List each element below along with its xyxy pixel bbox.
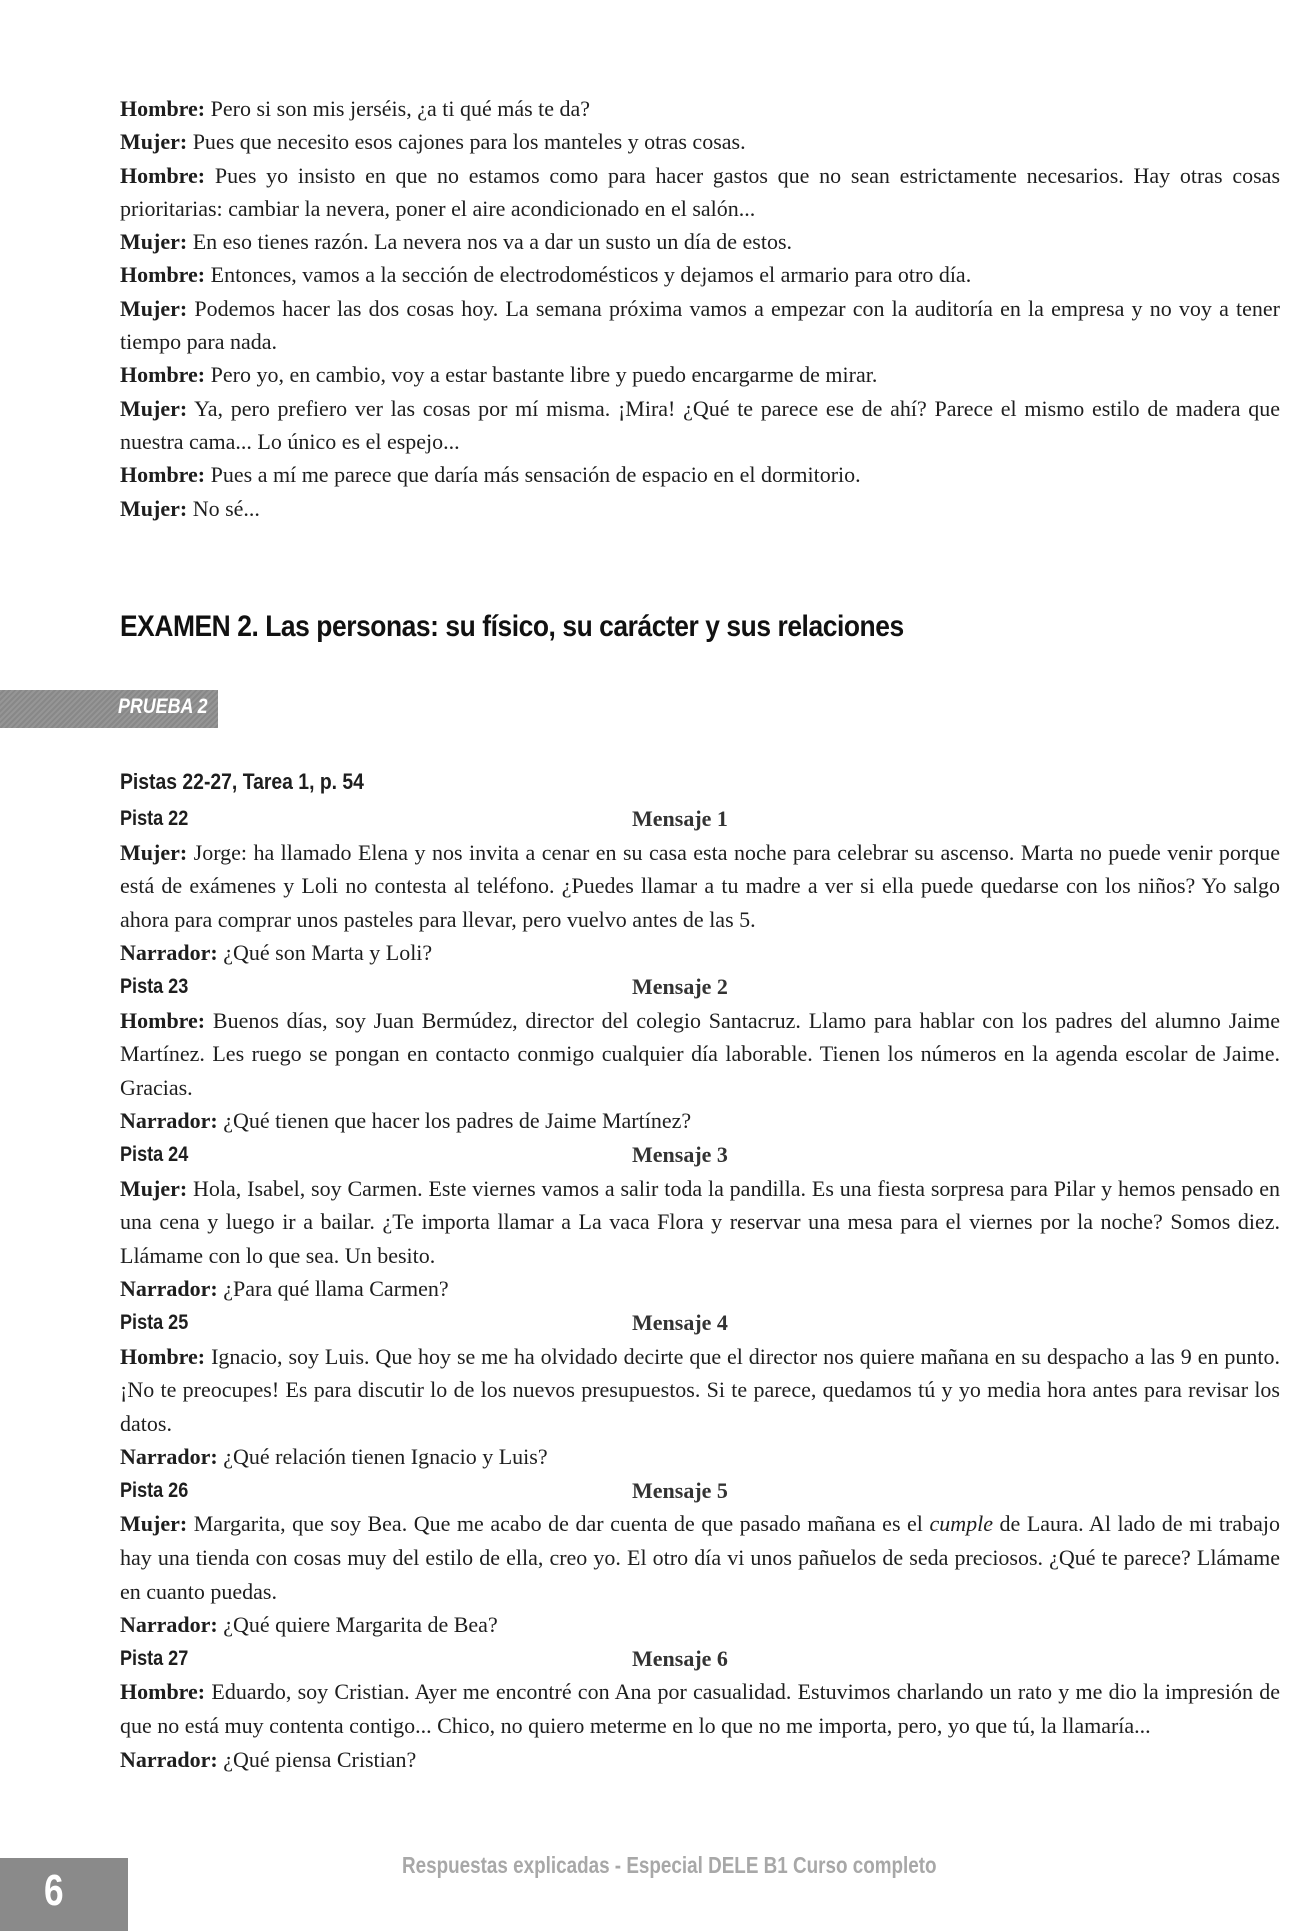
message-body: Hola, Isabel, soy Carmen. Este viernes vamos a salir toda la pandilla. Es una fiesta sorpresa para Pilar y hemos pensado en una cena y luego ir a bailar. ¿Te importa llamar a La vaca Flora y reservar una mesa para el viernes por la noche? Somos diez. Llámame con lo que sea. Un besito. bbox=[120, 1175, 1281, 1268]
page-number-box bbox=[0, 1858, 128, 1931]
dialogue-line bbox=[120, 125, 1280, 158]
dialogue-line bbox=[120, 258, 1280, 291]
track-block bbox=[120, 1138, 1280, 1306]
dialogue-text: Entonces, vamos a la sección de electrodomésticos y dejamos el armario para otro día. bbox=[210, 262, 972, 288]
mensaje-label: Mensaje 5 bbox=[632, 1477, 728, 1503]
message-body-italic: cumple bbox=[929, 1511, 993, 1537]
dialogue-block bbox=[120, 92, 1280, 525]
speaker-label: Mujer: bbox=[120, 229, 188, 255]
question-text: ¿Qué son Marta y Loli? bbox=[223, 940, 433, 966]
speaker-label: Hombre: bbox=[120, 162, 206, 188]
pistas-heading: Pistas 22-27, Tarea 1, p. 54 bbox=[120, 769, 364, 794]
narrator-question bbox=[120, 936, 1280, 970]
dialogue-line bbox=[120, 292, 1280, 359]
speaker-label: Mujer: bbox=[120, 839, 188, 865]
message-body-end: de Laura. Al lado de mi trabajo hay una tienda con cosas muy del estilo de ella, creo yo. El otro día vi unos pañuelos de seda preciosos. ¿Qué te parece? Llámame en cuanto puedas. bbox=[120, 1511, 1281, 1604]
message-text bbox=[120, 1340, 1280, 1441]
mensaje-label: Mensaje 3 bbox=[632, 1141, 728, 1167]
narrator-question bbox=[120, 1272, 1280, 1306]
pista-label: Pista 23 bbox=[120, 974, 189, 998]
dialogue-text: No sé... bbox=[192, 495, 260, 521]
track-block bbox=[120, 970, 1280, 1138]
speaker-label: Hombre: bbox=[120, 262, 206, 288]
track-header bbox=[120, 802, 1280, 836]
speaker-label: Hombre: bbox=[120, 462, 206, 488]
dialogue-text: Pero si son mis jerséis, ¿a ti qué más te da? bbox=[210, 96, 591, 121]
message-body: Jorge: ha llamado Elena y nos invita a cenar en su casa esta noche para celebrar su ascenso. Marta no puede venir porque está de exámenes y Loli no contesta al teléfono. ¿Puedes llamar a tu madre a ver si ella puede quedarse con los niños? Yo salgo ahora para comprar unos pasteles para llevar, pero vuelvo antes de las 5. bbox=[120, 839, 1280, 932]
track-block bbox=[120, 1474, 1280, 1642]
pista-label: Pista 26 bbox=[120, 1478, 189, 1502]
narrator-label: Narrador: bbox=[120, 1612, 218, 1638]
dialogue-line bbox=[120, 358, 1280, 391]
page-number: 6 bbox=[44, 1866, 64, 1915]
speaker-label: Hombre: bbox=[120, 1007, 206, 1033]
track-block bbox=[120, 802, 1280, 970]
speaker-label: Mujer: bbox=[120, 1511, 188, 1537]
dialogue-text: Pues yo insisto en que no estamos como para hacer gastos que no sean estrictamente necesarios. Hay otras cosas prioritarias: cambiar la nevera, poner el aire acondicionado en el salón... bbox=[120, 162, 1280, 221]
dialogue-text: En eso tienes razón. La nevera nos va a dar un susto un día de estos. bbox=[192, 229, 793, 255]
speaker-label: Hombre: bbox=[120, 362, 206, 388]
message-text bbox=[120, 1172, 1280, 1273]
dialogue-line bbox=[120, 225, 1280, 258]
narrator-label: Narrador: bbox=[120, 1746, 218, 1772]
speaker-label: Hombre: bbox=[120, 1343, 206, 1369]
track-header bbox=[120, 970, 1280, 1004]
track-block bbox=[120, 1306, 1280, 1474]
dialogue-text: Ya, pero prefiero ver las cosas por mí misma. ¡Mira! ¿Qué te parece ese de ahí? Parece el mismo estilo de madera que nuestra cama... Lo único es el espejo... bbox=[120, 395, 1280, 454]
track-header bbox=[120, 1138, 1280, 1172]
mensaje-label: Mensaje 4 bbox=[632, 1309, 728, 1335]
message-body-start: Margarita, que soy Bea. Que me acabo de dar cuenta de que pasado mañana es el bbox=[193, 1511, 930, 1537]
tracks-section bbox=[120, 762, 1280, 1776]
narrator-question bbox=[120, 1104, 1280, 1138]
prueba-band bbox=[0, 690, 218, 728]
speaker-label: Mujer: bbox=[120, 129, 188, 155]
pista-label: Pista 22 bbox=[120, 807, 189, 830]
narrator-label: Narrador: bbox=[120, 940, 218, 966]
narrator-label: Narrador: bbox=[120, 1276, 218, 1302]
message-text bbox=[120, 1004, 1280, 1105]
narrator-question bbox=[120, 1743, 1280, 1777]
dialogue-line bbox=[120, 92, 1280, 125]
message-text bbox=[120, 1507, 1280, 1608]
question-text: ¿Qué tienen que hacer los padres de Jaime Martínez? bbox=[223, 1108, 692, 1134]
speaker-label: Mujer: bbox=[120, 395, 188, 421]
narrator-label: Narrador: bbox=[120, 1444, 218, 1470]
speaker-label: Mujer: bbox=[120, 495, 188, 521]
question-text: ¿Qué quiere Margarita de Bea? bbox=[223, 1612, 498, 1638]
mensaje-label: Mensaje 1 bbox=[632, 806, 728, 831]
exam-title: EXAMEN 2. Las personas: su físico, su carácter y sus relaciones bbox=[120, 610, 904, 643]
narrator-question bbox=[120, 1440, 1280, 1474]
message-body: Eduardo, soy Cristian. Ayer me encontré con Ana por casualidad. Estuvimos charlando un rato y me dio la impresión de que no está muy contenta contigo... Chico, no quiero meterme en lo que no me importa, pero, yo que tú, la llamaría... bbox=[120, 1679, 1281, 1739]
message-text bbox=[120, 1675, 1280, 1742]
pista-label: Pista 24 bbox=[120, 1142, 189, 1166]
mensaje-label: Mensaje 2 bbox=[632, 973, 728, 999]
dialogue-line bbox=[120, 392, 1280, 459]
narrator-question bbox=[120, 1608, 1280, 1642]
message-body: Buenos días, soy Juan Bermúdez, director del colegio Santacruz. Llamo para hablar con los padres del alumno Jaime Martínez. Les ruego se pongan en contacto conmigo cualquier día laborable. Tienen los números en la agenda escolar de Jaime. Gracias. bbox=[120, 1007, 1281, 1100]
question-text: ¿Qué piensa Cristian? bbox=[223, 1746, 417, 1772]
track-block bbox=[120, 1642, 1280, 1776]
narrator-label: Narrador: bbox=[120, 1108, 218, 1134]
dialogue-text: Pues que necesito esos cajones para los manteles y otras cosas. bbox=[192, 129, 746, 155]
dialogue-text: Podemos hacer las dos cosas hoy. La semana próxima vamos a empezar con la auditoría en la empresa y no voy a tener tiempo para nada. bbox=[120, 295, 1280, 355]
dialogue-text: Pues a mí me parece que daría más sensación de espacio en el dormitorio. bbox=[210, 462, 861, 488]
speaker-label: Mujer: bbox=[120, 295, 188, 321]
track-header bbox=[120, 1642, 1280, 1676]
dialogue-line bbox=[120, 492, 1280, 525]
track-header bbox=[120, 1474, 1280, 1508]
speaker-label: Hombre: bbox=[120, 96, 206, 121]
message-text bbox=[120, 836, 1280, 937]
question-text: ¿Qué relación tienen Ignacio y Luis? bbox=[223, 1444, 548, 1470]
message-body: Ignacio, soy Luis. Que hoy se me ha olvidado decirte que el director nos quiere mañana en su despacho a las 9 en punto. ¡No te preocupes! Es para discutir lo de los nuevos presupuestos. Si te parece, quedamos tú y yo media hora antes para revisar los datos. bbox=[120, 1343, 1281, 1436]
mensaje-label: Mensaje 6 bbox=[632, 1645, 728, 1671]
footer-title: Respuestas explicadas - Especial DELE B1 Curso completo bbox=[402, 1852, 937, 1878]
prueba-label: PRUEBA 2 bbox=[118, 695, 208, 718]
speaker-label: Hombre: bbox=[120, 1679, 206, 1705]
dialogue-line bbox=[120, 159, 1280, 226]
question-text: ¿Para qué llama Carmen? bbox=[223, 1276, 449, 1302]
dialogue-text: Pero yo, en cambio, voy a estar bastante libre y puedo encargarme de mirar. bbox=[210, 362, 878, 388]
speaker-label: Mujer: bbox=[120, 1175, 188, 1201]
dialogue-line bbox=[120, 458, 1280, 491]
pista-label: Pista 27 bbox=[120, 1646, 189, 1670]
pista-label: Pista 25 bbox=[120, 1310, 189, 1334]
track-header bbox=[120, 1306, 1280, 1340]
